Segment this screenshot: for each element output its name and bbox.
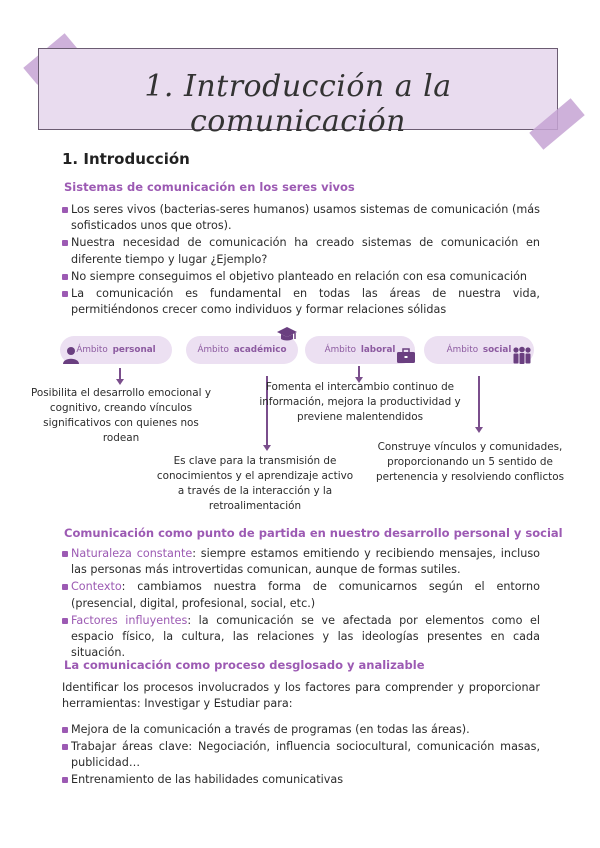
list-item: Trabajar áreas clave: Negociación, influencia sociocultural, comunicación masas, publicidad…	[62, 739, 540, 772]
desc-academico: Es clave para la transmisión de conocimientos y el aprendizaje activo a través de la interacción y la retroalimentación	[156, 455, 354, 512]
page-title: 1. Introducción a la comunicación	[144, 69, 452, 139]
list-item: Mejora de la comunicación a través de programas (en todas las áreas).	[62, 722, 540, 738]
pill-prefix: Ámbito	[324, 345, 357, 355]
bullet-list-sistemas	[62, 202, 540, 319]
term-highlight: Naturaleza constante	[71, 547, 193, 560]
term-text: : cambiamos nuestra forma de comunicarnos según el entorno (presencial, digital, profesional, social, etc.)	[71, 580, 540, 610]
pill-prefix: Ámbito	[76, 345, 108, 355]
graduation-cap-icon	[276, 326, 298, 342]
list-item: La comunicación es fundamental en todas las áreas de nuestra vida, permitiéndonos crecer como individuos y formar relaciones sólidas	[62, 286, 540, 319]
list-item: Nuestra necesidad de comunicación ha creado sistemas de comunicación en diferente tiempo y lugar ¿Ejemplo?	[62, 235, 540, 268]
list-item	[62, 546, 540, 579]
person-icon	[62, 346, 80, 364]
briefcase-icon	[396, 348, 416, 364]
term-highlight: Contexto	[71, 580, 122, 594]
desc-personal: Posibilita el desarrollo emocional y cognitivo, creando vínculos significativos con quienes nos rodean	[31, 387, 211, 444]
list-item: Los seres vivos (bacterias-seres humanos) usamos sistemas de comunicación (más sofisticados unos que otros).	[62, 202, 540, 235]
pill-name: personal	[112, 345, 156, 355]
pill-prefix: Ámbito	[446, 345, 479, 355]
list-item	[62, 579, 540, 612]
arrow-social	[478, 376, 480, 428]
subheading-punto-partida: Comunicación como punto de partida en nuestro desarrollo personal y social	[64, 526, 563, 540]
group-icon	[511, 346, 533, 364]
term-text: : la comunicación se ve afectada por elementos como el espacio físico, la cultura, las relaciones y las ideologías presentes en cada situación.	[71, 613, 540, 660]
list-item	[62, 613, 540, 662]
arrow-personal	[119, 368, 121, 380]
subheading-sistemas: Sistemas de comunicación en los seres vivos	[64, 180, 355, 194]
term-highlight: Factores influyentes	[71, 613, 188, 627]
arrow-laboral	[358, 366, 360, 378]
intro-paragraph: Identificar los procesos involucrados y los factores para comprender y proporcionar herramientas: Investigar y Estudiar para:	[62, 681, 540, 711]
subheading-proceso: La comunicación como proceso desglosado y analizable	[64, 658, 425, 672]
list-item: Entrenamiento de las habilidades comunicativas	[62, 772, 540, 788]
pill-name: académico	[233, 345, 287, 355]
title-banner	[38, 48, 558, 139]
bullet-list-proceso	[62, 722, 540, 789]
bullet-list-punto-partida	[62, 546, 540, 662]
pill-prefix: Ámbito	[197, 345, 229, 355]
desc-laboral: Fomenta el intercambio continuo de información, mejora la productividad y previene malentendidos	[259, 381, 461, 423]
list-item: No siempre conseguimos el objetivo planteado en relación con esa comunicación	[62, 269, 540, 285]
term-text: : siempre estamos emitiendo y recibiendo mensajes, incluso las personas más introvertidas comunican, aunque de formas sutiles.	[71, 547, 540, 577]
section-heading: 1. Introducción	[62, 150, 190, 168]
desc-social: Construye vínculos y comunidades, proporcionando un 5 sentido de pertenencia y resolviendo conflictos	[375, 441, 565, 483]
pill-name: laboral	[360, 345, 396, 355]
pill-name: social	[482, 345, 512, 355]
